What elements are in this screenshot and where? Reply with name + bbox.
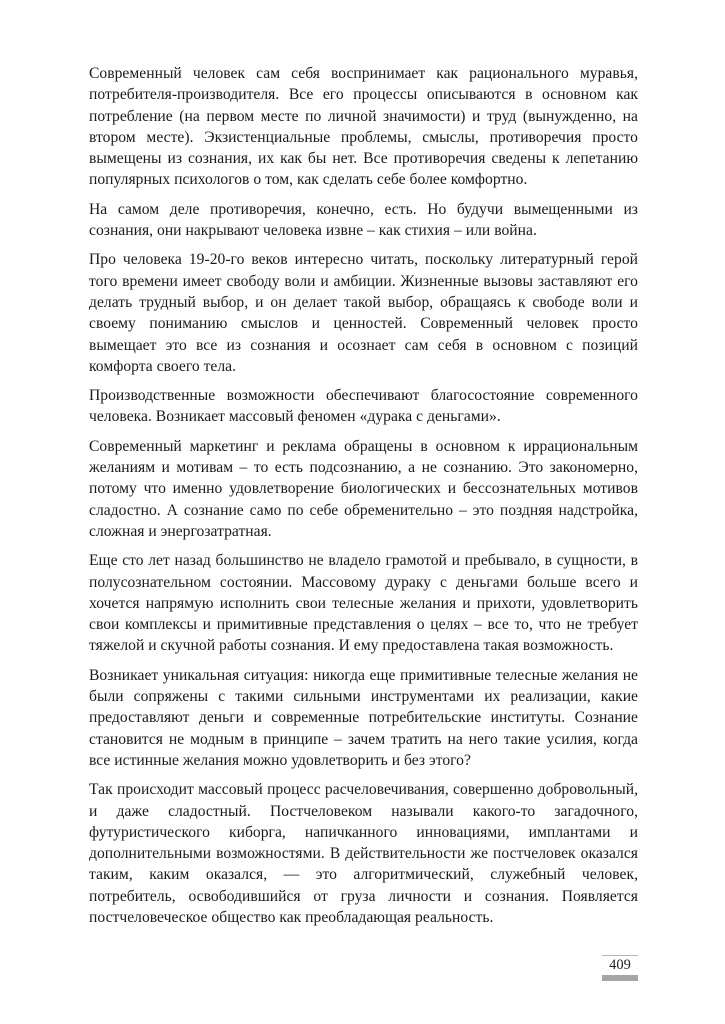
paragraph-2: На самом деле противоречия, конечно, есть. Но будучи вымещенными из сознания, они накрывают человека извне – как стихия – или война. [89, 200, 638, 240]
paragraph-6: Еще сто лет назад большинство не владело грамотой и пребывало, в сущности, в полусознательном состоянии. Массовому дураку с деньгами больше всего и хочется напрямую исполнить свои телесные желания и прихоти, удовлетворить свои комплексы и примитивные представления о целях – все то, что не требует тяжелой и скучной работы сознания. И ему предоставлена такая возможность. [89, 552, 638, 655]
page-footer [602, 955, 638, 981]
page-number: 409 [602, 955, 638, 974]
paragraph-8: Так происходит массовый процесс расчеловечивания, совершенно добровольный, и даже сладостный. Постчеловеком называли какого-то загадочного, футуристического киборга, напичканного инновациями, имплантами и дополнительными возможностями. В действительности же постчеловек оказался таким, каким оказался, — это алгоритмический, служебный человек, потребитель, освободившийся от груза личности и сознания. Появляется постчеловеческое общество как преобладающая реальность. [89, 781, 638, 926]
page-number-bar [602, 975, 638, 981]
paragraph-4: Производственные возможности обеспечивают благосостояние современного человека. Возникает массовый феномен «дурака с деньгами». [89, 387, 638, 426]
body-text [89, 63, 638, 936]
paragraph-5: Современный маркетинг и реклама обращены в основном к иррациональным желаниям и мотивам – то есть подсознанию, а не сознанию. Это закономерно, потому что именно удовлетворение биологических и бессознательных мотивов сладостно. А сознание само по себе обременительно – это поздняя надстройка, сложная и энергозатратная. [89, 437, 638, 540]
paragraph-3: Про человека 19-20-го веков интересно читать, поскольку литературный герой того времени имеет свободу воли и амбиции. Жизненные вызовы заставляют его делать трудный выбор, и он делает такой выбор, обращаясь к свободе воли и своему пониманию смыслов и ценностей. Современный человек просто вымещает это все из сознания и осознает сам себя в основном с позиций комфорта своего тела. [89, 251, 638, 375]
paragraph-7: Возникает уникальная ситуация: никогда еще примитивные телесные желания не были сопряжены с такими сильными инструментами их реализации, какие предоставляют деньги и современные потребительские институты. Сознание становится не модным в принципе – зачем тратить на него такие усилия, когда все истинные желания можно удовлетворить и без этого? [89, 666, 638, 769]
paragraph-1: Современный человек сам себя воспринимает как рационального муравья, потребителя-производителя. Все его процессы описываются в основном как потребление (на первом месте по личной значимости) и труд (вынужденно, на втором месте). Экзистенциальные проблемы, смыслы, противоречия просто вымещены из сознания, их как бы нет. Все противоречия сведены к лепетанию популярных психологов о том, как сделать себе более комфортно. [89, 65, 638, 189]
